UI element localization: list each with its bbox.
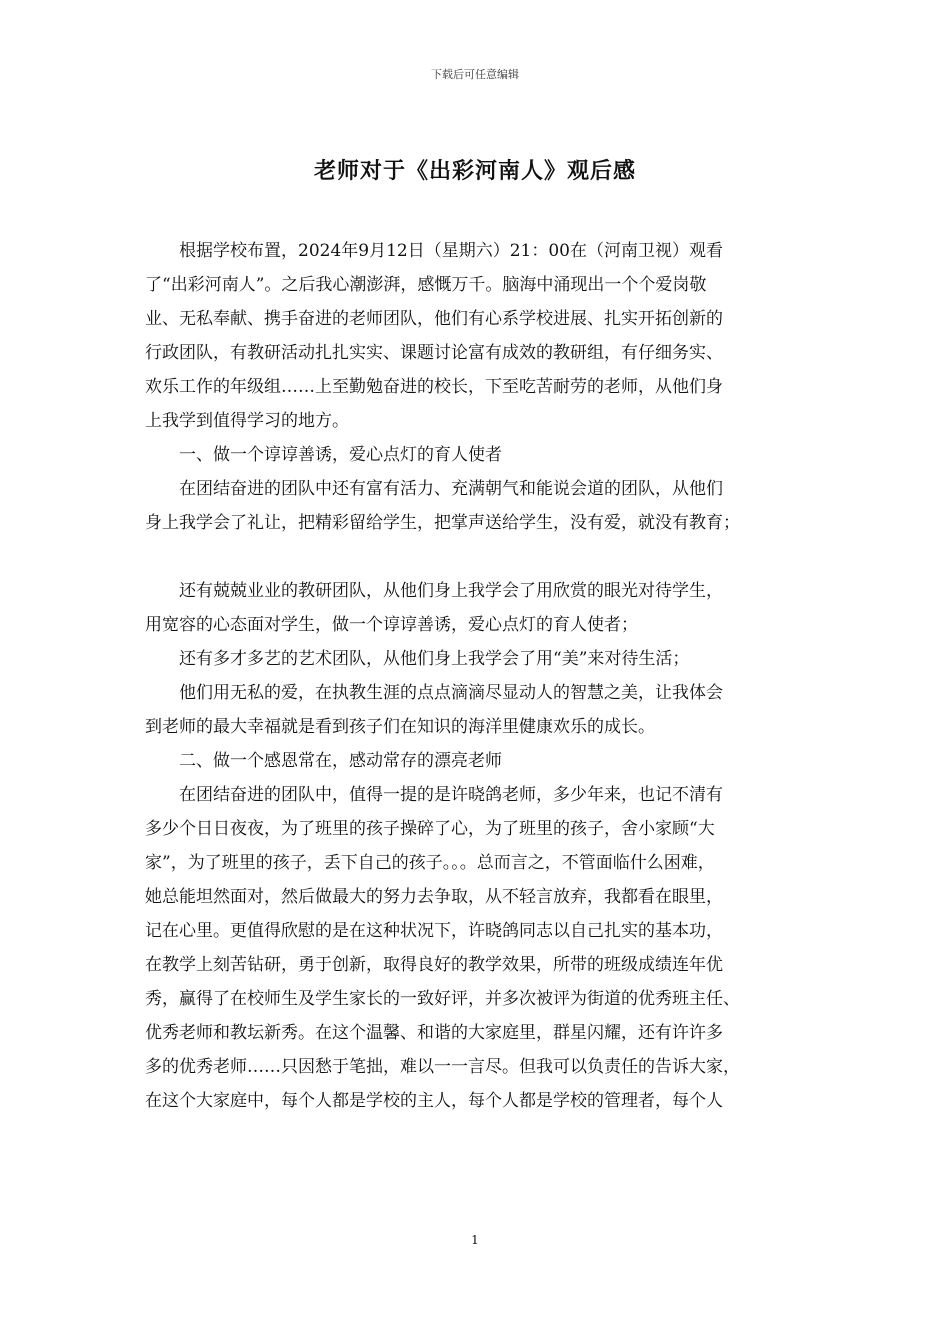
- paragraph-team-love: 在团结奋进的团队中还有富有活力、充满朝气和能说会道的团队，从他们 身上我学会了礼让，把精彩留给学生，把掌声送给学生，没有爱，就没有教育；: [145, 479, 740, 533]
- paragraph-research-team: 还有兢兢业业的教研团队，从他们身上我学会了用欣赏的眼光对待学生， 用宽容的心态面对学生，做一个谆谆善诱，爱心点灯的育人使者；: [145, 581, 723, 635]
- paragraph-art-team: 还有多才多艺的艺术团队，从他们身上我学会了用“美”来对待生活；: [179, 649, 690, 669]
- paragraph-intro: 根据学校布置，2024年9月12日（星期六）21：00在（河南卫视）观看 了“出彩河南人”。之后我心潮澎湃，感慨万千。脑海中涌现出一个个爱岗敬 业、无私奉献、携手奋进的老师团队，他们有心系学校进展、扎实开拓创新的 行政团队，有教研活动扎扎实实、课题讨论富有成效的教研组，有仔细务实、 欢乐工作的年级组……上至勤勉奋进的校长，下至吃苦耐劳的老师，从他们身 上我学到值得学习的地方。: [145, 241, 723, 431]
- paragraph-selfless-love: 他们用无私的爱，在执教生涯的点点滴滴尽显动人的智慧之美，让我体会 到老师的最大幸福就是看到孩子们在知识的海洋里健康欢乐的成长。: [145, 683, 723, 737]
- header-note: 下载后可任意编辑: [431, 68, 519, 81]
- section-heading-2: 二、做一个感恩常在，感动常存的漂亮老师: [179, 751, 502, 771]
- paragraph-spacer: [145, 540, 820, 574]
- document-title: 老师对于《出彩河南人》观后感: [313, 158, 636, 184]
- document-body: [145, 234, 820, 1118]
- section-heading-1: 一、做一个谆谆善诱，爱心点灯的育人使者: [179, 445, 502, 465]
- page-number: 1: [471, 1233, 479, 1247]
- paragraph-teacher-story: 在团结奋进的团队中，值得一提的是许晓鸽老师，多少年来，也记不清有 多少个日日夜夜，为了班里的孩子操碎了心，为了班里的孩子，舍小家顾“大 家”，为了班里的孩子，丢下自己的孩子。。。总而言之，不管面临什么困难， 她总能坦然面对，然后做最大的努力去争取，从不轻言放弃，我都看在眼里， 记在心里。更值得欣慰的是在这种状况下，许晓鸽同志以自己扎实的基本功， 在教学上刻苦钻研，勇于创新，取得良好的教学效果，所带的班级成绩连年优 秀，赢得了在校师生及学生家长的一致好评，并多次被评为街道的优秀班主任、 优秀老师和教坛新秀。在这个温馨、和谐的大家庭里，群星闪耀，还有许许多 多的优秀老师……只因愁于笔拙，难以一一言尽。但我可以负责任的告诉大家， 在这个大家庭中，每个人都是学校的主人，每个人都是学校的管理者，每个人: [145, 785, 740, 1111]
